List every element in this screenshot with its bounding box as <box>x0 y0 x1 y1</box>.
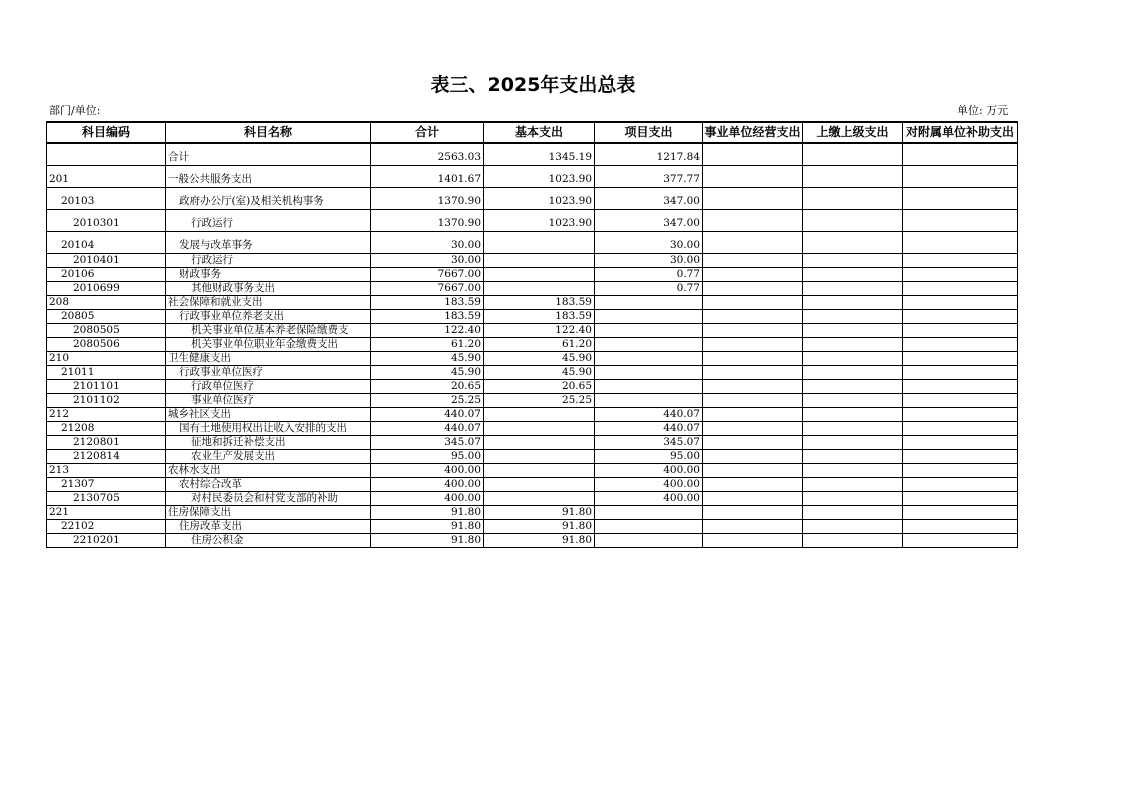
basic-cell: 20.65 <box>484 380 595 394</box>
upper-cell <box>803 408 903 422</box>
upper-cell <box>803 254 903 268</box>
upper-cell <box>803 268 903 282</box>
business-cell <box>703 394 803 408</box>
basic-cell: 1345.19 <box>484 143 595 166</box>
table-row <box>47 534 1018 548</box>
total-cell: 1370.90 <box>371 210 484 232</box>
total-cell: 45.90 <box>371 352 484 366</box>
table-row <box>47 478 1018 492</box>
basic-cell: 91.80 <box>484 506 595 520</box>
basic-cell <box>484 254 595 268</box>
total-cell: 91.80 <box>371 520 484 534</box>
table-row <box>47 394 1018 408</box>
code-cell: 20103 <box>47 188 166 210</box>
upper-cell <box>803 232 903 254</box>
table-row <box>47 324 1018 338</box>
name-cell: 行政事业单位养老支出 <box>166 310 371 324</box>
basic-cell <box>484 232 595 254</box>
table-row <box>47 282 1018 296</box>
project-cell: 0.77 <box>595 282 703 296</box>
code-cell: 2080505 <box>47 324 166 338</box>
business-cell <box>703 338 803 352</box>
project-cell <box>595 338 703 352</box>
table-row <box>47 166 1018 188</box>
business-cell <box>703 352 803 366</box>
table-row <box>47 380 1018 394</box>
code-cell: 2010301 <box>47 210 166 232</box>
code-cell <box>47 143 166 166</box>
upper-cell <box>803 366 903 380</box>
header-name: 科目名称 <box>166 122 371 143</box>
upper-cell <box>803 436 903 450</box>
total-cell: 400.00 <box>371 464 484 478</box>
name-cell: 行政运行 <box>166 254 371 268</box>
code-cell: 2120801 <box>47 436 166 450</box>
subsidy-cell <box>903 254 1018 268</box>
code-cell: 213 <box>47 464 166 478</box>
department-label: 部门/单位: <box>49 104 101 117</box>
upper-cell <box>803 324 903 338</box>
table-row <box>47 422 1018 436</box>
upper-cell <box>803 380 903 394</box>
subsidy-cell <box>903 324 1018 338</box>
table-row <box>47 366 1018 380</box>
business-cell <box>703 310 803 324</box>
name-cell: 政府办公厅(室)及相关机构事务 <box>166 188 371 210</box>
basic-cell <box>484 436 595 450</box>
basic-cell: 45.90 <box>484 366 595 380</box>
project-cell <box>595 366 703 380</box>
project-cell <box>595 506 703 520</box>
name-cell: 行政事业单位医疗 <box>166 366 371 380</box>
name-cell: 发展与改革事务 <box>166 232 371 254</box>
table-row <box>47 310 1018 324</box>
subsidy-cell <box>903 436 1018 450</box>
table-row <box>47 338 1018 352</box>
project-cell: 377.77 <box>595 166 703 188</box>
total-cell: 440.07 <box>371 422 484 436</box>
name-cell: 其他财政事务支出 <box>166 282 371 296</box>
subsidy-cell <box>903 352 1018 366</box>
table-row <box>47 408 1018 422</box>
business-cell <box>703 366 803 380</box>
upper-cell <box>803 478 903 492</box>
name-cell: 事业单位医疗 <box>166 394 371 408</box>
basic-cell <box>484 268 595 282</box>
upper-cell <box>803 422 903 436</box>
project-cell: 347.00 <box>595 210 703 232</box>
project-cell: 347.00 <box>595 188 703 210</box>
subsidy-cell <box>903 310 1018 324</box>
code-cell: 21011 <box>47 366 166 380</box>
header-subsidy: 对附属单位补助支出 <box>903 122 1018 143</box>
business-cell <box>703 268 803 282</box>
total-cell: 122.40 <box>371 324 484 338</box>
upper-cell <box>803 352 903 366</box>
subsidy-cell <box>903 506 1018 520</box>
upper-cell <box>803 296 903 310</box>
business-cell <box>703 166 803 188</box>
business-cell <box>703 506 803 520</box>
table-row <box>47 492 1018 506</box>
basic-cell: 45.90 <box>484 352 595 366</box>
upper-cell <box>803 464 903 478</box>
project-cell: 30.00 <box>595 232 703 254</box>
basic-cell <box>484 492 595 506</box>
business-cell <box>703 210 803 232</box>
code-cell: 208 <box>47 296 166 310</box>
name-cell: 卫生健康支出 <box>166 352 371 366</box>
project-cell <box>595 296 703 310</box>
table-row <box>47 296 1018 310</box>
code-cell: 22102 <box>47 520 166 534</box>
code-cell: 2130705 <box>47 492 166 506</box>
business-cell <box>703 324 803 338</box>
total-cell: 1401.67 <box>371 166 484 188</box>
upper-cell <box>803 210 903 232</box>
code-cell: 2210201 <box>47 534 166 548</box>
total-cell: 25.25 <box>371 394 484 408</box>
basic-cell: 183.59 <box>484 296 595 310</box>
upper-cell <box>803 534 903 548</box>
subsidy-cell <box>903 450 1018 464</box>
project-cell <box>595 394 703 408</box>
basic-cell: 1023.90 <box>484 166 595 188</box>
total-cell: 45.90 <box>371 366 484 380</box>
table-row <box>47 352 1018 366</box>
upper-cell <box>803 520 903 534</box>
table-row <box>47 232 1018 254</box>
name-cell: 农村综合改革 <box>166 478 371 492</box>
code-cell: 210 <box>47 352 166 366</box>
code-cell: 21307 <box>47 478 166 492</box>
name-cell: 行政单位医疗 <box>166 380 371 394</box>
subsidy-cell <box>903 210 1018 232</box>
header-basic: 基本支出 <box>484 122 595 143</box>
upper-cell <box>803 166 903 188</box>
subsidy-cell <box>903 408 1018 422</box>
table-row <box>47 254 1018 268</box>
project-cell: 400.00 <box>595 492 703 506</box>
name-cell: 国有土地使用权出让收入安排的支出 <box>166 422 371 436</box>
business-cell <box>703 534 803 548</box>
basic-cell: 91.80 <box>484 520 595 534</box>
name-cell: 农业生产发展支出 <box>166 450 371 464</box>
name-cell: 合计 <box>166 143 371 166</box>
business-cell <box>703 380 803 394</box>
project-cell: 345.07 <box>595 436 703 450</box>
subsidy-cell <box>903 188 1018 210</box>
total-cell: 7667.00 <box>371 282 484 296</box>
code-cell: 21208 <box>47 422 166 436</box>
header-upper: 上缴上级支出 <box>803 122 903 143</box>
subsidy-cell <box>903 380 1018 394</box>
basic-cell: 91.80 <box>484 534 595 548</box>
project-cell: 400.00 <box>595 464 703 478</box>
code-cell: 221 <box>47 506 166 520</box>
subsidy-cell <box>903 268 1018 282</box>
project-cell <box>595 352 703 366</box>
upper-cell <box>803 338 903 352</box>
name-cell: 机关事业单位职业年金缴费支出 <box>166 338 371 352</box>
name-cell: 对村民委员会和村党支部的补助 <box>166 492 371 506</box>
upper-cell <box>803 310 903 324</box>
code-cell: 201 <box>47 166 166 188</box>
subsidy-cell <box>903 492 1018 506</box>
total-cell: 183.59 <box>371 310 484 324</box>
project-cell: 1217.84 <box>595 143 703 166</box>
project-cell <box>595 520 703 534</box>
basic-cell: 122.40 <box>484 324 595 338</box>
total-cell: 1370.90 <box>371 188 484 210</box>
basic-cell <box>484 282 595 296</box>
table-row <box>47 268 1018 282</box>
business-cell <box>703 520 803 534</box>
subsidy-cell <box>903 296 1018 310</box>
total-cell: 440.07 <box>371 408 484 422</box>
subsidy-cell <box>903 338 1018 352</box>
business-cell <box>703 232 803 254</box>
project-cell <box>595 380 703 394</box>
name-cell: 征地和拆迁补偿支出 <box>166 436 371 450</box>
total-cell: 400.00 <box>371 478 484 492</box>
basic-cell: 1023.90 <box>484 210 595 232</box>
business-cell <box>703 422 803 436</box>
table-header-row <box>47 122 1018 143</box>
project-cell <box>595 534 703 548</box>
basic-cell <box>484 422 595 436</box>
name-cell: 社会保障和就业支出 <box>166 296 371 310</box>
basic-cell: 1023.90 <box>484 188 595 210</box>
name-cell: 行政运行 <box>166 210 371 232</box>
table-row <box>47 450 1018 464</box>
project-cell: 0.77 <box>595 268 703 282</box>
total-cell: 30.00 <box>371 232 484 254</box>
table-row <box>47 506 1018 520</box>
table-body <box>47 143 1018 548</box>
total-cell: 91.80 <box>371 506 484 520</box>
basic-cell <box>484 478 595 492</box>
project-cell: 400.00 <box>595 478 703 492</box>
subsidy-cell <box>903 520 1018 534</box>
code-cell: 2120814 <box>47 450 166 464</box>
name-cell: 城乡社区支出 <box>166 408 371 422</box>
basic-cell: 183.59 <box>484 310 595 324</box>
total-cell: 183.59 <box>371 296 484 310</box>
business-cell <box>703 296 803 310</box>
subsidy-cell <box>903 534 1018 548</box>
table-row <box>47 464 1018 478</box>
total-cell: 91.80 <box>371 534 484 548</box>
header-code: 科目编码 <box>47 122 166 143</box>
subsidy-cell <box>903 143 1018 166</box>
total-cell: 95.00 <box>371 450 484 464</box>
table-row <box>47 210 1018 232</box>
code-cell: 20805 <box>47 310 166 324</box>
code-cell: 20104 <box>47 232 166 254</box>
subsidy-cell <box>903 366 1018 380</box>
page-title: 表三、2025年支出总表 <box>430 74 636 96</box>
code-cell: 2010699 <box>47 282 166 296</box>
upper-cell <box>803 282 903 296</box>
name-cell: 住房保障支出 <box>166 506 371 520</box>
name-cell: 机关事业单位基本养老保险缴费支 <box>166 324 371 338</box>
code-cell: 2101102 <box>47 394 166 408</box>
table-row <box>47 143 1018 166</box>
subsidy-cell <box>903 166 1018 188</box>
total-cell: 30.00 <box>371 254 484 268</box>
name-cell: 农林水支出 <box>166 464 371 478</box>
code-cell: 20106 <box>47 268 166 282</box>
upper-cell <box>803 492 903 506</box>
code-cell: 2101101 <box>47 380 166 394</box>
business-cell <box>703 408 803 422</box>
business-cell <box>703 143 803 166</box>
business-cell <box>703 282 803 296</box>
upper-cell <box>803 188 903 210</box>
name-cell: 财政事务 <box>166 268 371 282</box>
table-row <box>47 188 1018 210</box>
basic-cell <box>484 464 595 478</box>
basic-cell: 61.20 <box>484 338 595 352</box>
table-row <box>47 436 1018 450</box>
business-cell <box>703 450 803 464</box>
project-cell <box>595 310 703 324</box>
subsidy-cell <box>903 464 1018 478</box>
name-cell: 一般公共服务支出 <box>166 166 371 188</box>
name-cell: 住房改革支出 <box>166 520 371 534</box>
total-cell: 20.65 <box>371 380 484 394</box>
project-cell: 30.00 <box>595 254 703 268</box>
subsidy-cell <box>903 422 1018 436</box>
total-cell: 400.00 <box>371 492 484 506</box>
upper-cell <box>803 394 903 408</box>
code-cell: 2010401 <box>47 254 166 268</box>
upper-cell <box>803 143 903 166</box>
business-cell <box>703 492 803 506</box>
business-cell <box>703 188 803 210</box>
header-total: 合计 <box>371 122 484 143</box>
name-cell: 住房公积金 <box>166 534 371 548</box>
unit-label: 单位: 万元 <box>957 104 1009 117</box>
expenditure-table <box>46 121 1018 548</box>
upper-cell <box>803 450 903 464</box>
code-cell: 2080506 <box>47 338 166 352</box>
table-row <box>47 520 1018 534</box>
upper-cell <box>803 506 903 520</box>
subsidy-cell <box>903 232 1018 254</box>
basic-cell <box>484 408 595 422</box>
project-cell: 440.07 <box>595 422 703 436</box>
business-cell <box>703 436 803 450</box>
subsidy-cell <box>903 394 1018 408</box>
business-cell <box>703 478 803 492</box>
business-cell <box>703 254 803 268</box>
total-cell: 61.20 <box>371 338 484 352</box>
header-business: 事业单位经营支出 <box>703 122 803 143</box>
project-cell: 95.00 <box>595 450 703 464</box>
basic-cell: 25.25 <box>484 394 595 408</box>
total-cell: 2563.03 <box>371 143 484 166</box>
project-cell <box>595 324 703 338</box>
subsidy-cell <box>903 478 1018 492</box>
subsidy-cell <box>903 282 1018 296</box>
project-cell: 440.07 <box>595 408 703 422</box>
basic-cell <box>484 450 595 464</box>
total-cell: 345.07 <box>371 436 484 450</box>
header-project: 项目支出 <box>595 122 703 143</box>
business-cell <box>703 464 803 478</box>
code-cell: 212 <box>47 408 166 422</box>
total-cell: 7667.00 <box>371 268 484 282</box>
